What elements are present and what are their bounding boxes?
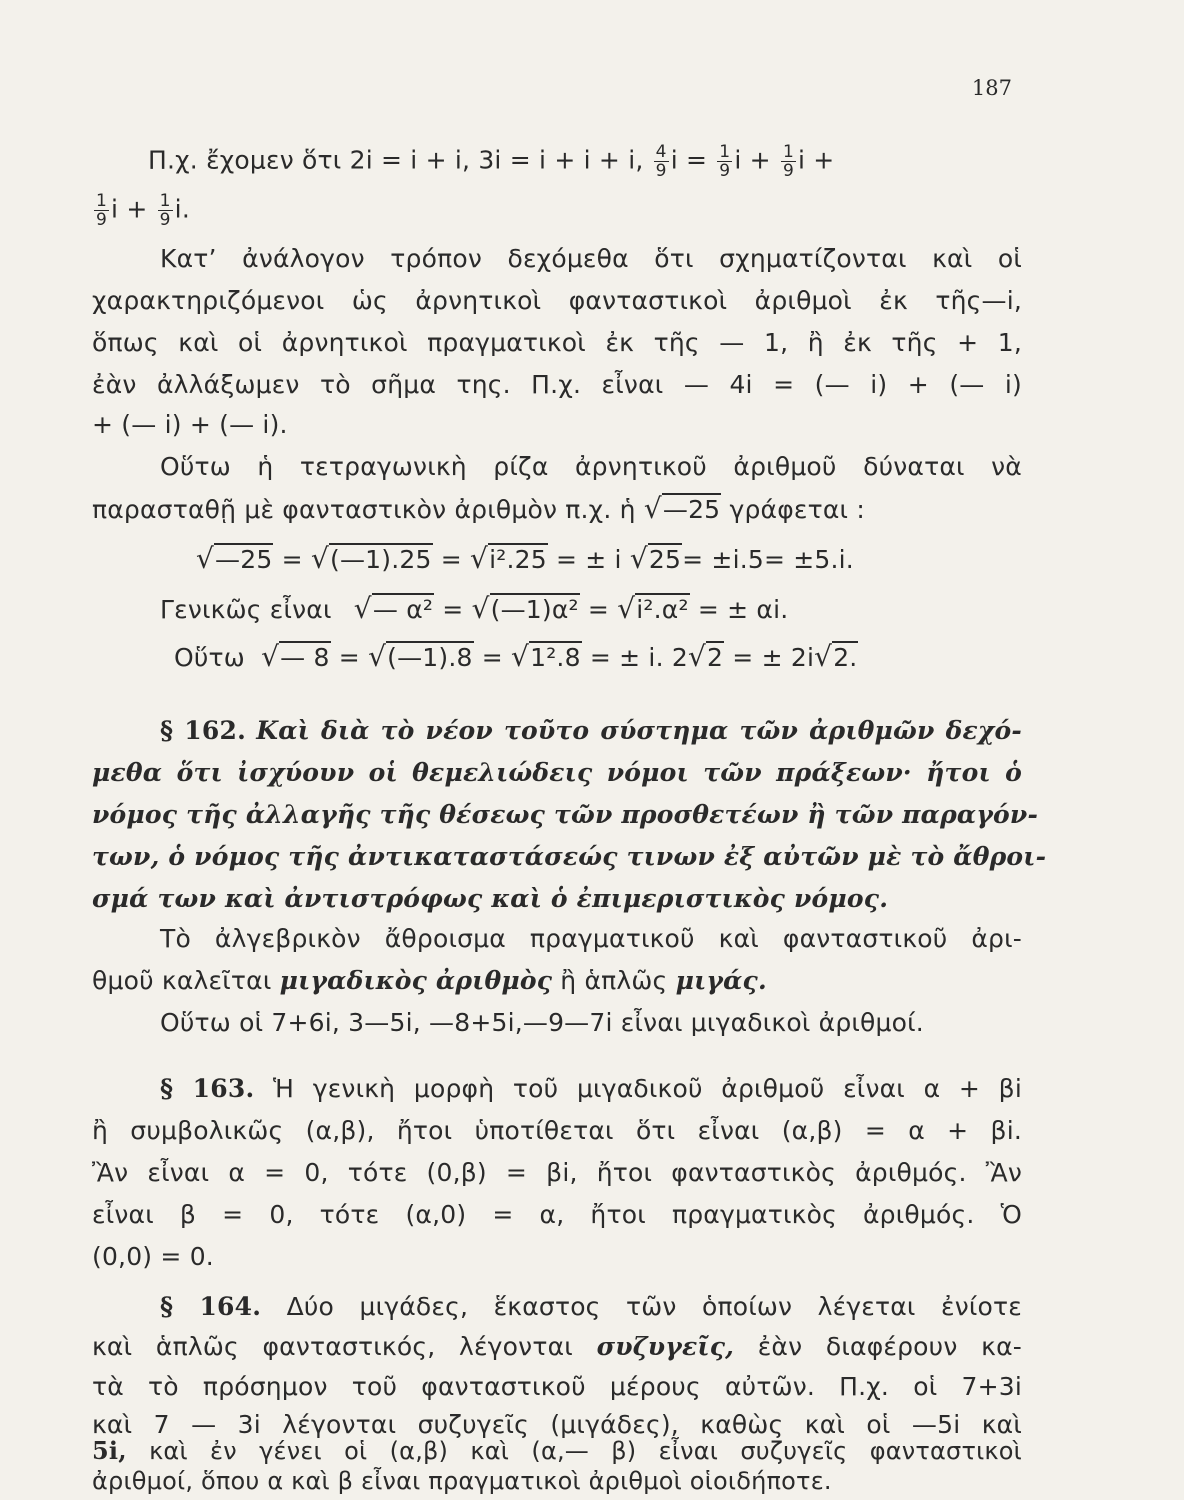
example-text: Π.χ. ἔχομεν ὅτι 2i = i + i, 3i = i + i + i, xyxy=(148,145,644,175)
section-162-line: θμοῦ καλεῖται μιγαδικὸς ἀριθμὸς ἢ ἁπλῶς μιγάς. xyxy=(92,966,767,995)
section-163-line: εἶναι β = 0, τότε (α,0) = α, ἤτοι πραγματικὸς ἀριθμός. Ὁ xyxy=(92,1200,1022,1229)
paragraph-line: παρασταθῇ μὲ φανταστικὸν ἀριθμὸν π.χ. ἡ √—25 γράφεται : xyxy=(92,492,865,525)
paragraph-line: Κατ’ ἀνάλογον τρόπον δεχόμεθα ὅτι σχηματίζονται καὶ οἱ xyxy=(160,244,1022,273)
term-complex-number: μιγαδικὸς ἀριθμὸς xyxy=(279,966,553,995)
section-162-line: § 162. Καὶ διὰ τὸ νέον τοῦτο σύστημα τῶν ἀριθμῶν δεχό- xyxy=(160,716,1022,745)
section-162-line: σμά των καὶ ἀντιστρόφως καὶ ὁ ἐπιμεριστικὸς νόμος. xyxy=(92,884,889,913)
section-164-line: ἀριθμοί, ὅπου α καὶ β εἶναι πραγματικοὶ ἀριθμοὶ οἱοιδήποτε. xyxy=(92,1467,832,1495)
equation-2: Γενικῶς εἶναι √— α² = √(—1)α² = √i².α² = ± αi. xyxy=(160,592,789,625)
fraction: $\frac{1}{9}$ xyxy=(159,191,171,230)
paragraph-line: + (— i) + (— i). xyxy=(92,410,288,439)
section-163-line: § 163. Ἡ γενικὴ μορφὴ τοῦ μιγαδικοῦ ἀριθμοῦ εἶναι α + βi xyxy=(160,1074,1022,1103)
section-162-line: Τὸ ἀλγεβρικὸν ἄθροισμα πραγματικοῦ καὶ φανταστικοῦ ἀρι- xyxy=(160,924,1022,953)
section-164-line: καὶ ἁπλῶς φανταστικός, λέγονται συζυγεῖς, ἐὰν διαφέρουν κα- xyxy=(92,1332,1022,1361)
term-complex: μιγάς. xyxy=(675,966,767,995)
section-162-line: μεθα ὅτι ἰσχύουν οἱ θεμελιώδεις νόμοι τῶν πράξεων· ἤτοι ὁ xyxy=(92,758,1022,787)
section-164-line: καὶ 7 — 3i λέγονται συζυγεῖς (μιγάδες), καθὼς καὶ οἱ —5i καὶ xyxy=(92,1410,1022,1439)
fraction: $\frac{1}{9}$ xyxy=(719,142,731,181)
section-164-line: § 164. Δύο μιγάδες, ἕκαστος τῶν ὁποίων λέγεται ἐνίοτε xyxy=(160,1292,1023,1321)
section-number: § 162. xyxy=(160,716,246,745)
section-163-line: Ἂν εἶναι α = 0, τότε (0,β) = βi, ἤτοι φανταστικὸς ἀριθμός. Ἂν xyxy=(92,1158,1022,1187)
paragraph-line: χαρακτηριζόμενοι ὡς ἀρνητικοὶ φανταστικοὶ ἀριθμοὶ ἐκ τῆς—i, xyxy=(92,286,1022,315)
page-number: 187 xyxy=(971,76,1012,100)
fraction: $\frac{4}{9}$ xyxy=(655,142,667,181)
section-164-line: τὰ τὸ πρόσημον τοῦ φανταστικοῦ μέρους αὐτῶν. Π.χ. οἱ 7+3i xyxy=(92,1372,1022,1401)
section-164-line: 5i, καὶ ἐν γένει οἱ (α,β) καὶ (α,— β) εἶναι συζυγεῖς φανταστικοὶ xyxy=(92,1436,1022,1465)
section-162-line: Οὕτω οἱ 7+6i, 3—5i, —8+5i,—9—7i εἶναι μιγαδικοὶ ἀριθμοί. xyxy=(160,1008,924,1037)
fraction: $\frac{1}{9}$ xyxy=(782,142,794,181)
paragraph-line: Οὕτω ἡ τετραγωνικὴ ρίζα ἀρνητικοῦ ἀριθμοῦ δύναται νὰ xyxy=(160,452,1022,481)
radical: —25 xyxy=(662,495,721,524)
equation-3: Οὕτω √— 8 = √(—1).8 = √1².8 = ± i. 2√2 = ± 2i√2. xyxy=(174,640,858,673)
section-162-line: νόμος τῆς ἀλλαγῆς τῆς θέσεως τῶν προσθετέων ἢ τῶν παραγόν- xyxy=(92,800,1039,829)
term-conjugate: συζυγεῖς, xyxy=(596,1332,735,1361)
section-number: § 163. xyxy=(160,1074,255,1103)
equation-1: √—25 = √(—1).25 = √i².25 = ± i √25= ±i.5= ±5.i. xyxy=(196,542,854,575)
example-line-1: Π.χ. ἔχομεν ὅτι 2i = i + i, 3i = i + i + i, $\frac{4}{9}$ i = $\frac{1}{9}$ i + $\frac{1}{9}$ i + xyxy=(148,142,835,181)
section-number: § 164. xyxy=(160,1292,262,1321)
section-163-line: (0,0) = 0. xyxy=(92,1242,214,1271)
paragraph-line: ἐὰν ἀλλάξωμεν τὸ σῆμα της. Π.χ. εἶναι — 4i = (— i) + (— i) xyxy=(92,370,1022,399)
section-162-line: των, ὁ νόμος τῆς ἀντικαταστάσεώς τινων ἐξ αὐτῶν μὲ τὸ ἄθροι- xyxy=(92,842,1047,871)
example-line-2: $\frac{1}{9}$ i + $\frac{1}{9}$ i. xyxy=(96,191,190,230)
fraction: $\frac{1}{9}$ xyxy=(96,191,108,230)
paragraph-line: ὅπως καὶ οἱ ἀρνητικοὶ πραγματικοὶ ἐκ τῆς — 1, ἢ ἐκ τῆς + 1, xyxy=(92,328,1022,357)
section-163-line: ἢ συμβολικῶς (α,β), ἤτοι ὑποτίθεται ὅτι εἶναι (α,β) = α + βi. xyxy=(92,1116,1022,1145)
